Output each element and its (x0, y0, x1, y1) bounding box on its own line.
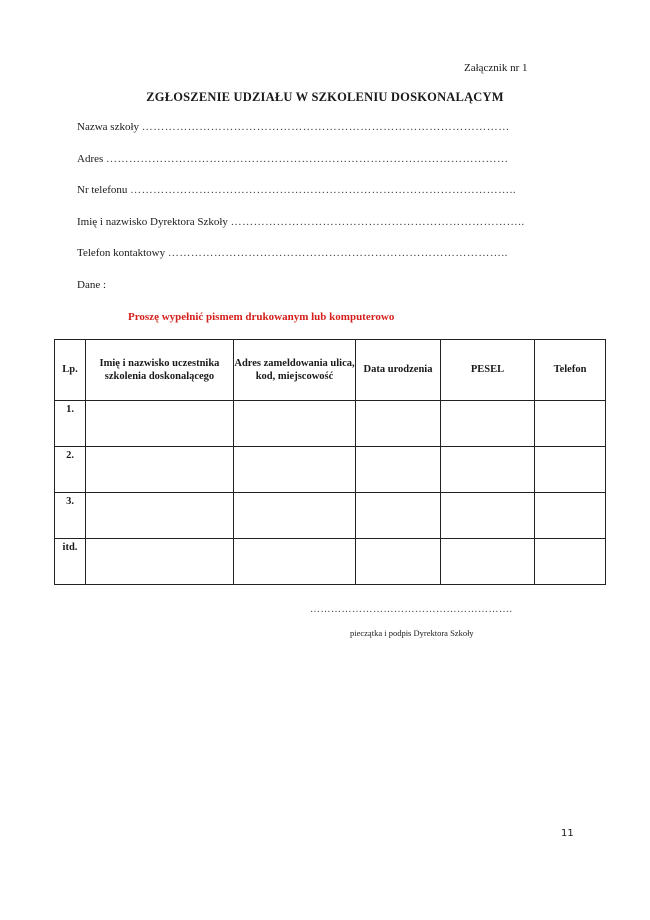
table-row (55, 493, 606, 539)
field-dots: ……………………………………………………………………………………….. (130, 184, 517, 196)
document-title: ZGŁOSZENIE UDZIAŁU W SZKOLENIU DOSKONALĄCYM (146, 90, 504, 104)
cell-address[interactable] (234, 493, 356, 539)
cell-phone[interactable] (535, 401, 606, 447)
field-dots: …………………………………………………………………………….. (167, 247, 508, 259)
header-birth-date: Data urodzenia (356, 340, 441, 401)
cell-pesel[interactable] (441, 401, 535, 447)
row-number: 3. (55, 493, 86, 539)
cell-name[interactable] (86, 539, 234, 585)
cell-address[interactable] (234, 539, 356, 585)
table-row (55, 447, 606, 493)
field-label: Dane : (77, 279, 107, 291)
cell-phone[interactable] (535, 539, 606, 585)
field-label: Adres (77, 153, 104, 165)
field-contact-phone (77, 247, 508, 259)
row-number: 1. (55, 401, 86, 447)
annex-label: Załącznik nr 1 (464, 62, 528, 74)
row-number: itd. (55, 539, 86, 585)
participants-table (54, 339, 606, 585)
signature-line: …………………………………………………. (310, 604, 513, 615)
cell-phone[interactable] (535, 447, 606, 493)
field-data (77, 279, 106, 291)
row-number: 2. (55, 447, 86, 493)
field-director-name (77, 216, 525, 228)
cell-birth-date[interactable] (356, 493, 441, 539)
table-header-row (55, 340, 606, 401)
table-row (55, 401, 606, 447)
cell-pesel[interactable] (441, 539, 535, 585)
field-label: Imię i nazwisko Dyrektora Szkoły (77, 216, 228, 228)
header-lp: Lp. (55, 340, 86, 401)
fill-instruction: Proszę wypełnić pismem drukowanym lub komputerowo (128, 311, 395, 323)
table-row (55, 539, 606, 585)
field-dots: …………………………………………………………………………………… (141, 121, 510, 133)
cell-name[interactable] (86, 447, 234, 493)
cell-address[interactable] (234, 401, 356, 447)
header-address: Adres zameldowania ulica, kod, miejscowość (234, 340, 356, 401)
field-address (77, 153, 509, 165)
cell-pesel[interactable] (441, 493, 535, 539)
field-school-name (77, 121, 510, 133)
cell-birth-date[interactable] (356, 447, 441, 493)
header-pesel: PESEL (441, 340, 535, 401)
cell-phone[interactable] (535, 493, 606, 539)
page-number: 11 (561, 828, 574, 839)
cell-name[interactable] (86, 401, 234, 447)
header-participant-name: Imię i nazwisko uczestnika szkolenia doskonalącego (86, 340, 234, 401)
field-dots: ………………………………………………………………….. (230, 216, 525, 228)
field-phone (77, 184, 516, 196)
cell-birth-date[interactable] (356, 401, 441, 447)
cell-address[interactable] (234, 447, 356, 493)
cell-name[interactable] (86, 493, 234, 539)
signature-label: pieczątka i podpis Dyrektora Szkoły (350, 628, 474, 638)
field-dots: …………………………………………………………………………………………… (106, 153, 509, 165)
header-phone: Telefon (535, 340, 606, 401)
field-label: Telefon kontaktowy (77, 247, 166, 259)
field-label: Nazwa szkoły (77, 121, 140, 133)
cell-birth-date[interactable] (356, 539, 441, 585)
field-label: Nr telefonu (77, 184, 128, 196)
cell-pesel[interactable] (441, 447, 535, 493)
